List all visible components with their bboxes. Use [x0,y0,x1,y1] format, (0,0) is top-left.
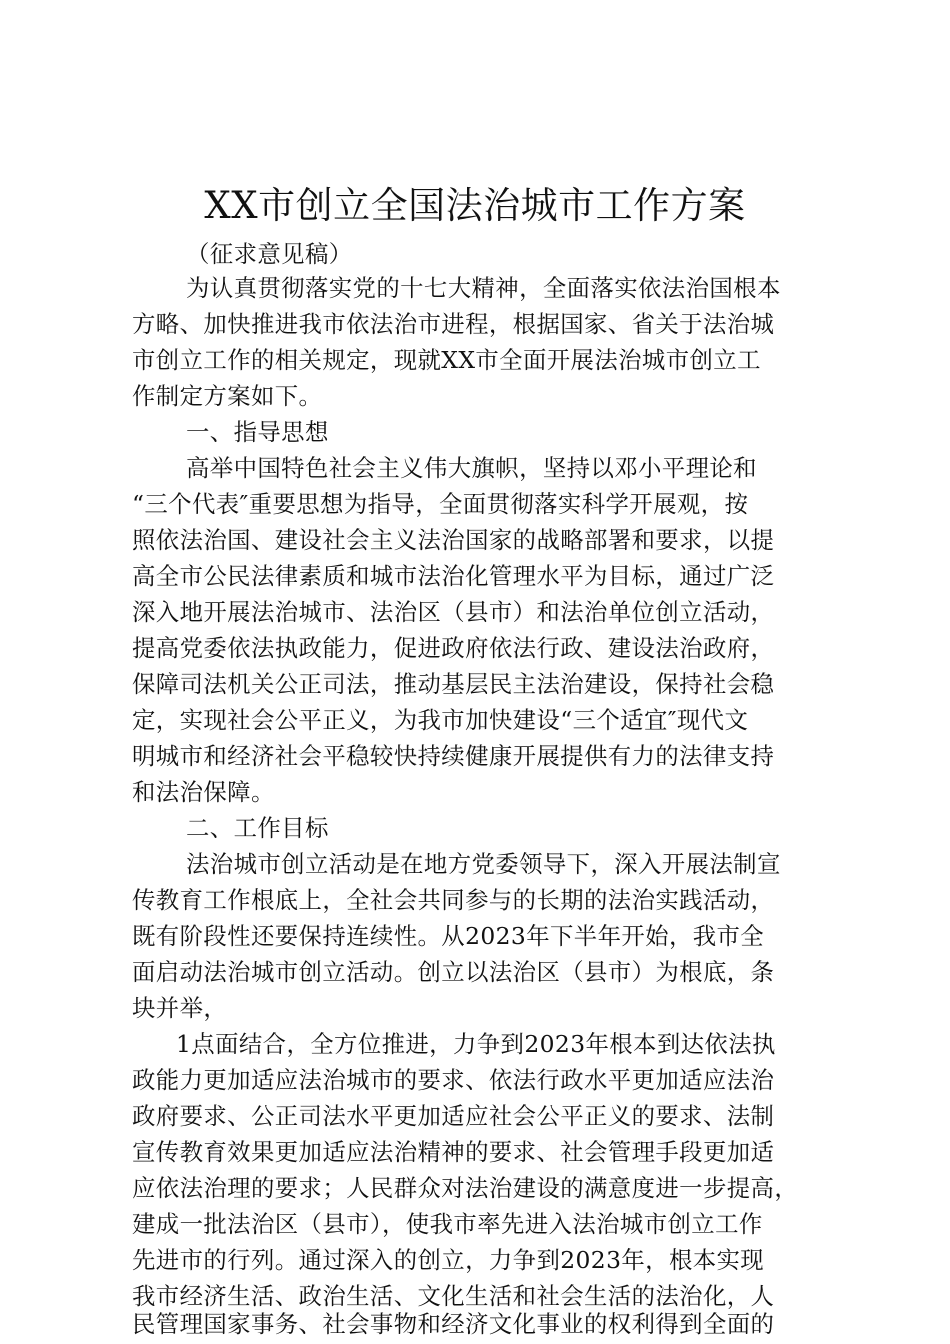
paragraph-line: 提高党委依法执政能力，促进政府依法行政、建设法治政府， [132,634,775,662]
paragraph-line: 定，实现社会公平正义，为我市加快建设“三个适宜″现代文 [132,706,749,734]
paragraph-line: 既有阶段性还要保持连续性。从2023年下半年开始，我市全 [132,922,765,950]
paragraph-line: 政府要求、公正司法水平更加适应社会公平正义的要求、法制 [132,1102,775,1130]
paragraph-line: 保障司法机关公正司法，推动基层民主法治建设，保持社会稳 [132,670,775,698]
paragraph-line: 作制定方案如下。 [132,382,323,410]
paragraph-line: 照依法治国、建设社会主义法治国家的战略部署和要求，以提 [132,526,775,554]
paragraph-line: 高举中国特色社会主义伟大旗帜，坚持以邓小平理论和 [186,454,757,482]
paragraph-line: 为认真贯彻落实党的十七大精神，全面落实依法治国根本 [186,274,781,302]
paragraph-line: 传教育工作根底上，全社会共同参与的长期的法治实践活动， [132,886,775,914]
paragraph-line: 块并举， [132,994,228,1022]
paragraph-line: 民管理国家事务、社会事物和经济文化事业的权利得到全面的 [132,1310,775,1338]
paragraph-line: 和法治保障。 [132,778,275,806]
paragraph-line: 1点面结合，全方位推进，力争到2023年根本到达依法执 [176,1030,776,1058]
paragraph-line: 宣传教育效果更加适应法治精神的要求、社会管理手段更加适 [132,1138,775,1166]
paragraph-line: “三个代表″重要思想为指导，全面贯彻落实科学开展观，按 [132,490,749,518]
paragraph-line: 我市经济生活、政治生活、文化生活和社会生活的法治化，人 [132,1282,775,1310]
paragraph-line: 深入地开展法治城市、法治区（县市）和法治单位创立活动， [132,598,775,626]
paragraph-line: 建成一批法治区（县市），使我市率先进入法治城市创立工作 [132,1210,763,1238]
paragraph-line: 高全市公民法律素质和城市法治化管理水平为目标，通过广泛 [132,562,775,590]
paragraph-line: 政能力更加适应法治城市的要求、依法行政水平更加适应法治 [132,1066,775,1094]
section-heading: 一、指导思想 [186,418,329,446]
document-subtitle: （征求意见稿） [186,240,353,268]
paragraph-line: 方略、加快推进我市依法治市进程，根据国家、省关于法治城 [132,310,775,338]
paragraph-line: 先进市的行列。通过深入的创立，力争到2023年，根本实现 [132,1246,765,1274]
paragraph-line: 明城市和经济社会平稳较快持续健康开展提供有力的法律支持 [132,742,775,770]
section-heading: 二、工作目标 [186,814,329,842]
paragraph-line: 面启动法治城市创立活动。创立以法治区（县市）为根底，条 [132,958,775,986]
document-title: XX市创立全国法治城市工作方案 [204,184,746,227]
paragraph-line: 市创立工作的相关规定，现就XX市全面开展法治城市创立工 [132,346,761,374]
paragraph-line: 法治城市创立活动是在地方党委领导下，深入开展法制宣 [186,850,781,878]
paragraph-line: 应依法治理的要求；人民群众对法治建设的满意度进一步提高， [132,1174,799,1202]
